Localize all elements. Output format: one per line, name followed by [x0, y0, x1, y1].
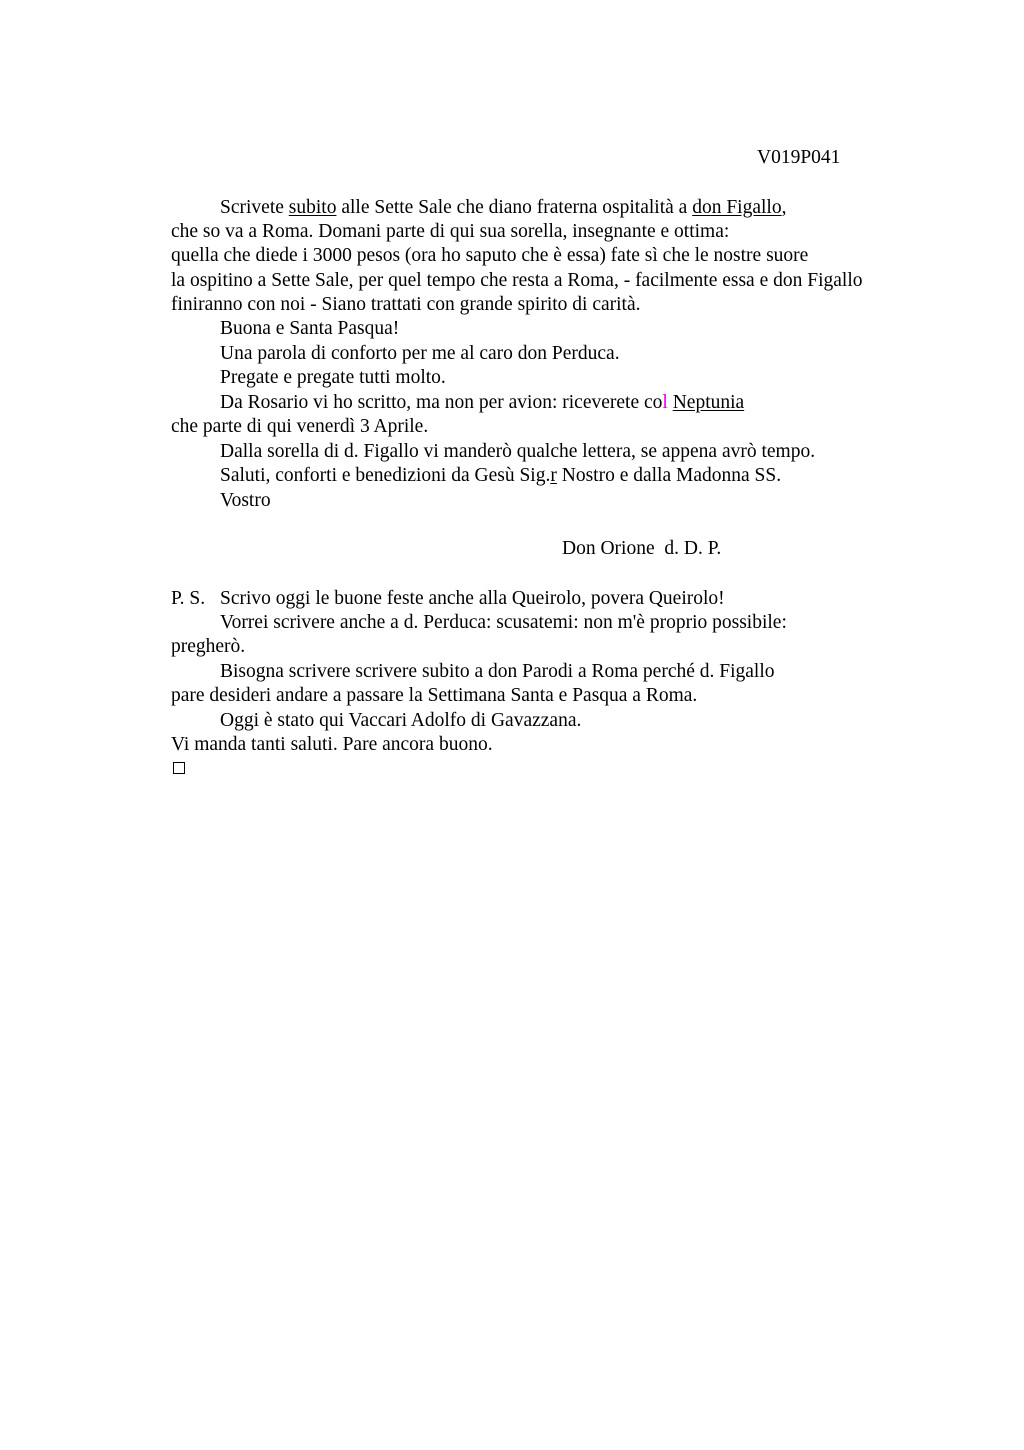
postscript-line: Bisogna scrivere scrivere subito a don Parodi a Roma perché d. Figallo [220, 661, 775, 682]
paragraph-line: Dalla sorella di d. Figallo vi manderò qualche lettera, se appena avrò tempo. [220, 441, 816, 462]
postscript-line: Vi manda tanti saluti. Pare ancora buono. [171, 734, 493, 755]
postscript-label: P. S. [171, 588, 206, 609]
document-code: V019P041 [757, 147, 841, 168]
paragraph-line [220, 197, 786, 219]
square-icon [173, 762, 185, 774]
postscript-line: Vorrei scrivere anche a d. Perduca: scusatemi: non m'è proprio possibile: [220, 612, 787, 633]
underlined-text: don Figallo [692, 197, 782, 218]
text-run: Saluti, conforti e benedizioni da Gesù Sig. [220, 465, 551, 486]
postscript-line: pregherò. [171, 636, 246, 657]
paragraph-line [220, 392, 744, 414]
text-run: Scrivete [220, 197, 289, 218]
postscript-line: pare desideri andare a passare la Settimana Santa e Pasqua a Roma. [171, 685, 698, 706]
paragraph-line [220, 465, 781, 487]
paragraph-line: che so va a Roma. Domani parte di qui sua sorella, insegnante e ottima: [171, 221, 730, 242]
postscript-line: Scrivo oggi le buone feste anche alla Queirolo, povera Queirolo! [220, 588, 725, 609]
paragraph-line: Buona e Santa Pasqua! [220, 318, 400, 339]
paragraph-line: la ospitino a Sette Sale, per quel tempo che resta a Roma, - facilmente essa e don Figallo [171, 270, 863, 291]
text-run: Da Rosario vi ho scritto, ma non per avion: riceverete co [220, 392, 663, 413]
text-run: , [781, 197, 787, 218]
underlined-text: r [550, 465, 557, 486]
highlighted-letter: l [662, 392, 668, 413]
closing-word: Vostro [220, 490, 271, 511]
signature: Don Orione d. D. P. [562, 538, 722, 559]
paragraph-line: che parte di qui venerdì 3 Aprile. [171, 416, 429, 437]
paragraph-line: Pregate e pregate tutti molto. [220, 367, 446, 388]
postscript-line: Oggi è stato qui Vaccari Adolfo di Gavazzana. [220, 710, 582, 731]
underlined-text: subito [288, 197, 337, 218]
text-run: alle Sette Sale che diano fraterna ospitalità a [336, 197, 693, 218]
underlined-text: Neptunia [672, 392, 745, 413]
paragraph-line: quella che diede i 3000 pesos (ora ho saputo che è essa) fate sì che le nostre suore [171, 245, 809, 266]
paragraph-line: Una parola di conforto per me al caro don Perduca. [220, 343, 620, 364]
text-run: Nostro e dalla Madonna SS. [556, 465, 782, 486]
paragraph-line: finiranno con noi - Siano trattati con grande spirito di carità. [171, 294, 641, 315]
